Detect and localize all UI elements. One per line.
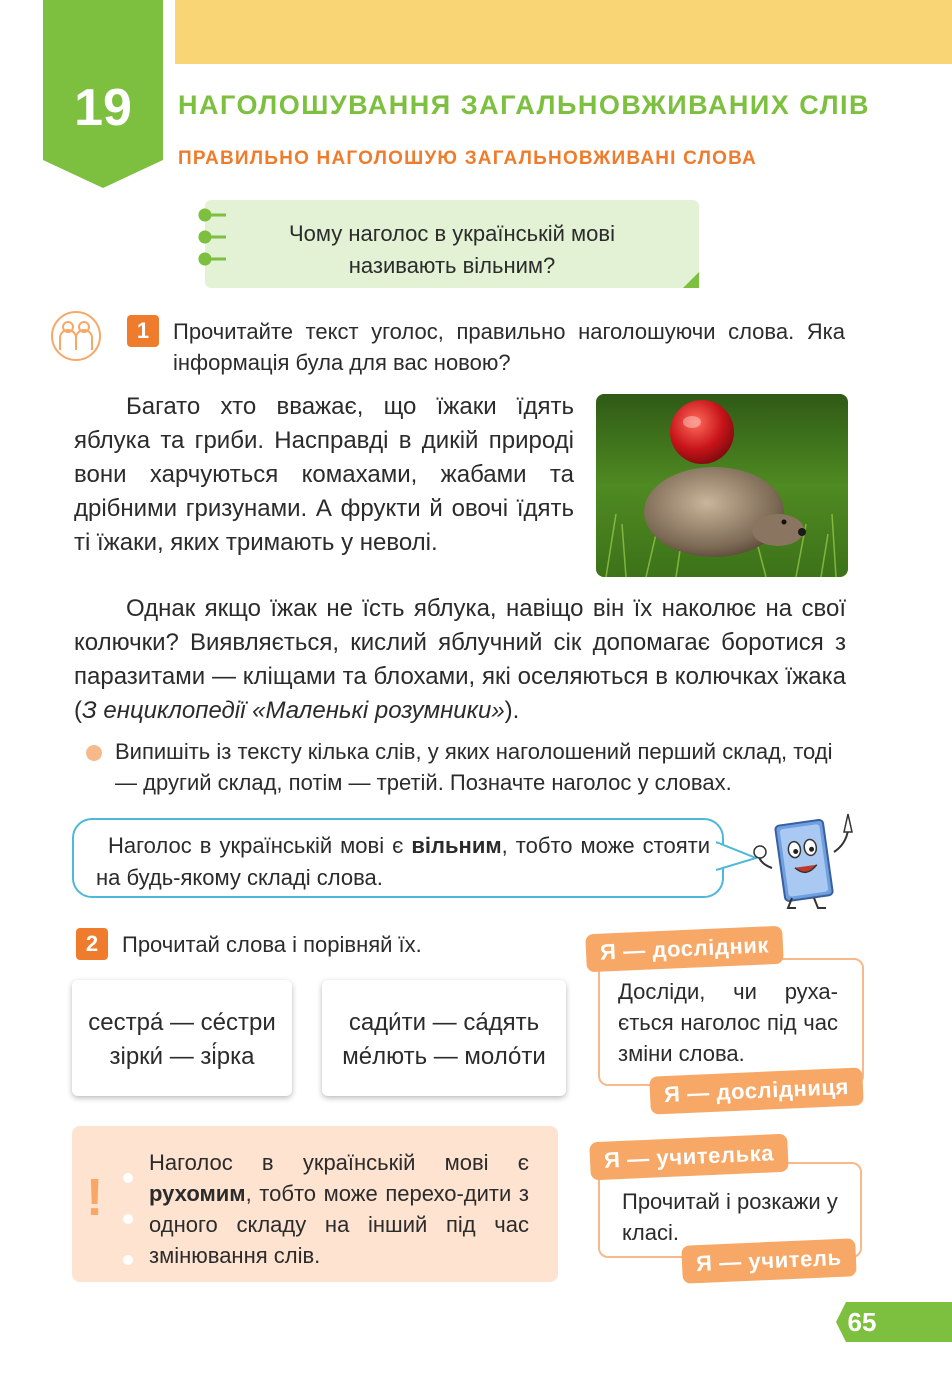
question-box (205, 200, 699, 288)
task-2-number: 2 (76, 928, 108, 960)
bullet-dot-icon (86, 745, 102, 761)
task-2-instruction: Прочитай слова і порівняй їх. (122, 932, 422, 957)
header-bar (175, 0, 952, 64)
researcher-label-female: Я — дослідниця (649, 1067, 863, 1114)
lesson-title: НАГОЛОШУВАННЯ ЗАГАЛЬНОВЖИВАНИХ СЛІВ (178, 90, 871, 120)
book-mascot-icon (752, 808, 862, 912)
text-paragraph-1: Багато хто вважає, що їжаки їдять яблука та гриби. Насправді в дикій природі вони харчуються комахами, жабами та дрібними гризунами. А фрукти й овочі їдять ті їжаки, яких тримають у неволі. (74, 393, 574, 556)
bullet-dots-icon-overlay (196, 206, 232, 266)
word-pair-3: сади́ти — са́дять (348, 1009, 540, 1036)
task-1-bullet: Випишіть із тексту кілька слів, у яких наголошений перший склад, тоді — другий склад, потім — третій. Позначте наголос у словах. (115, 739, 833, 795)
question-line-1: Чому наголос в українській мові (289, 221, 615, 246)
lesson-number: 19 (74, 79, 132, 137)
word-pair-1: сестра́ — се́стри (88, 1009, 276, 1036)
word-pair-4: ме́лють — моло́ти (342, 1043, 546, 1070)
corner-fold (683, 272, 699, 288)
rule-text: Наголос в українській мові є рухомим, тобто може перехо-дити з одного складу на інший під час змінювання слів. (149, 1150, 529, 1268)
note-text: Наголос в українській мові є вільним, тобто може стояти на будь-якому складі слова. (96, 833, 710, 890)
exclamation-icon: ! (86, 1169, 104, 1227)
teacher-text: Прочитай і розкажи у класі. (622, 1189, 838, 1245)
lesson-subtitle: ПРАВИЛЬНО НАГОЛОШУЮ ЗАГАЛЬНОВЖИВАНІ СЛОВА (178, 148, 757, 169)
word-card-2 (322, 980, 566, 1096)
researcher-label-male: Я — дослідник (585, 926, 784, 973)
rule-dot-icon (123, 1173, 133, 1183)
task-1-instruction: Прочитайте текст уголос, правильно наголошуючи слова. Яка інформація була для вас новою? (173, 319, 845, 375)
rule-dot-icon (123, 1214, 133, 1224)
teacher-label-female: Я — учителька (589, 1134, 789, 1181)
pair-work-icon (50, 310, 102, 362)
researcher-text: Досліди, чи руха-ється наголос під час зміни слова. (618, 979, 838, 1066)
rule-dot-icon (123, 1255, 133, 1265)
text-source: З енциклопедії «Маленькі розумники» (82, 697, 505, 724)
word-card-1 (72, 980, 292, 1096)
question-line-2: називають вільним? (348, 253, 556, 278)
hedgehog-apple-photo (596, 394, 848, 577)
word-pair-2: зірки́ — зі́рка (109, 1043, 255, 1070)
page-number: 65 (847, 1307, 877, 1337)
teacher-label-male: Я — учитель (681, 1238, 856, 1284)
task-1-number: 1 (127, 315, 159, 347)
question-text (205, 218, 699, 282)
text-paragraph-2: Однак якщо їжак не їсть яблука, навіщо він їх наколює на свої колючки? Виявляється, кислий яблучний сік допомагає боротися з паразитами — кліщами та блохами, які оселяються в колючках їжака (З енциклопедії «Маленькі розумники»). (74, 595, 846, 724)
